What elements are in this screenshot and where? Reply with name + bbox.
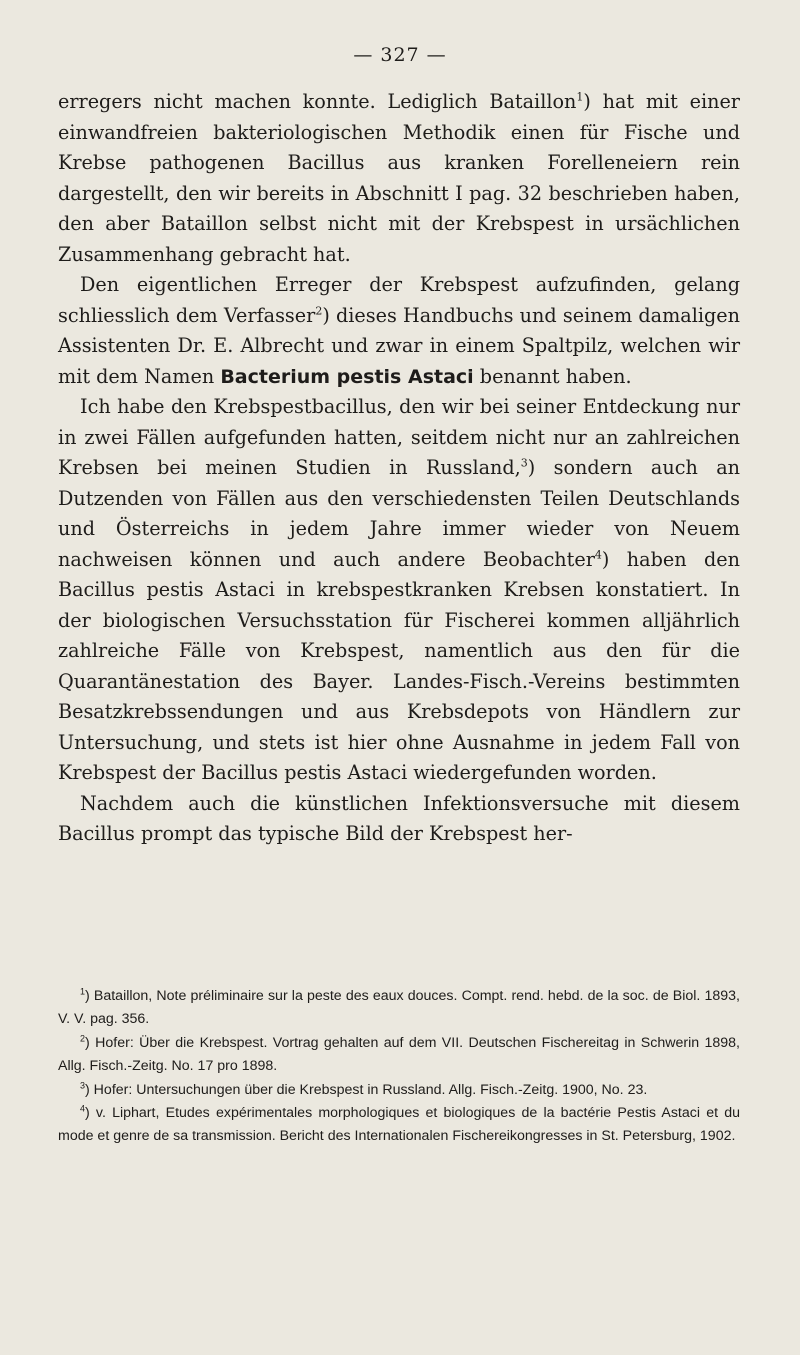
text-run: ) dieses Handbuchs und seinem damaligen Assistenten Dr. E. Albrecht und zwar in einem Spaltpilz, welchen wir mit dem Namen [58,303,740,388]
footnote-reference: 3 [520,456,528,470]
page-number: — 327 — [353,44,447,66]
species-name: Bacterium pestis Astaci [220,365,474,388]
text-run: erregers nicht machen konnte. Lediglich Bataillon [58,90,577,113]
text-run: Ich habe den Krebspestbacillus, den wir bei seiner Entdeckung nur in zwei Fällen aufgefunden hatten, seitdem nicht nur an zahlreichen Krebsen bei meinen Studien in Russland, [58,395,740,479]
footnote-reference: 2 [315,304,323,318]
main-text [58,87,740,850]
footnotes [58,985,740,1149]
footnote-mark: 2 [80,1033,86,1044]
text-run: benannt haben. [473,364,632,388]
footnote-text: ) v. Liphart, Etudes expérimentales morphologiques et biologiques de la bactérie Pestis Astaci et du mode et genre de sa transmission. Bericht des Internationalen Fischereikongresses in St. Petersburg, 1902. [58,1105,740,1145]
text-run: Nachdem auch die künstlichen Infektionsversuche mit diesem Bacillus prompt das typische Bild der Krebspest her- [58,791,740,845]
footnote-2 [58,1032,740,1079]
footnote-mark: 4 [80,1103,86,1114]
text-run: Den eigentlichen Erreger der Krebspest aufzufinden, gelang schliesslich dem Verfasser [58,273,740,327]
footnote-text: ) Bataillon, Note préliminaire sur la peste des eaux douces. Compt. rend. hebd. de la soc. de Biol. 1893, V. V. pag. 356. [58,988,740,1028]
text-run: ) hat mit einer einwandfreien bakteriologischen Methodik einen für Fische und Krebse pathogenen Bacillus aus kranken Forelleneiern rein dargestellt, den wir bereits in Abschnitt I pag. 32 beschrieben haben, den aber Bataillon selbst nicht mit der Krebspest in ursächlichen Zusammenhang gebracht hat. [58,90,740,266]
text-run: ) haben den Bacillus pestis Astaci in krebspestkranken Krebsen konstatiert. In der biologischen Versuchsstation für Fischerei kommen alljährlich zahlreiche Fälle von Krebspest, namentlich aus den für die Quarantänestation des Bayer. Landes-Fisch.-Vereins bestimmten Besatzkrebssendungen und aus Krebsdepots von Händlern zur Untersuchung, und stets ist hier ohne Ausnahme in jedem Fall von Krebspest der Bacillus pestis Astaci wiedergefunden worden. [58,547,740,784]
footnote-reference: 4 [594,548,602,562]
paragraph-2 [58,270,740,392]
footnote-text: ) Hofer: Über die Krebspest. Vortrag gehalten auf dem VII. Deutschen Fischereitag in Schwerin 1898, Allg. Fisch.-Zeitg. No. 17 pro 1898. [58,1034,740,1075]
paragraph-1 [58,87,740,270]
footnote-text: ) Hofer: Untersuchungen über die Krebspest in Russland. Allg. Fisch.-Zeitg. 1900, No. 23. [85,1081,648,1098]
footnote-reference: 1 [576,90,584,104]
footnote-4 [58,1102,740,1149]
footnote-mark: 1 [80,986,86,997]
paragraph-4 [58,789,740,850]
footnote-3 [58,1079,740,1102]
footnote-1 [58,985,740,1032]
paragraph-3 [58,392,740,789]
footnote-mark: 3 [80,1079,86,1090]
text-run: ) sondern auch an Dutzenden von Fällen aus den verschiedensten Teilen Deutschlands und Österreichs in jedem Jahre immer wieder von Neuem nachweisen können und auch andere Beobachter [58,456,740,571]
